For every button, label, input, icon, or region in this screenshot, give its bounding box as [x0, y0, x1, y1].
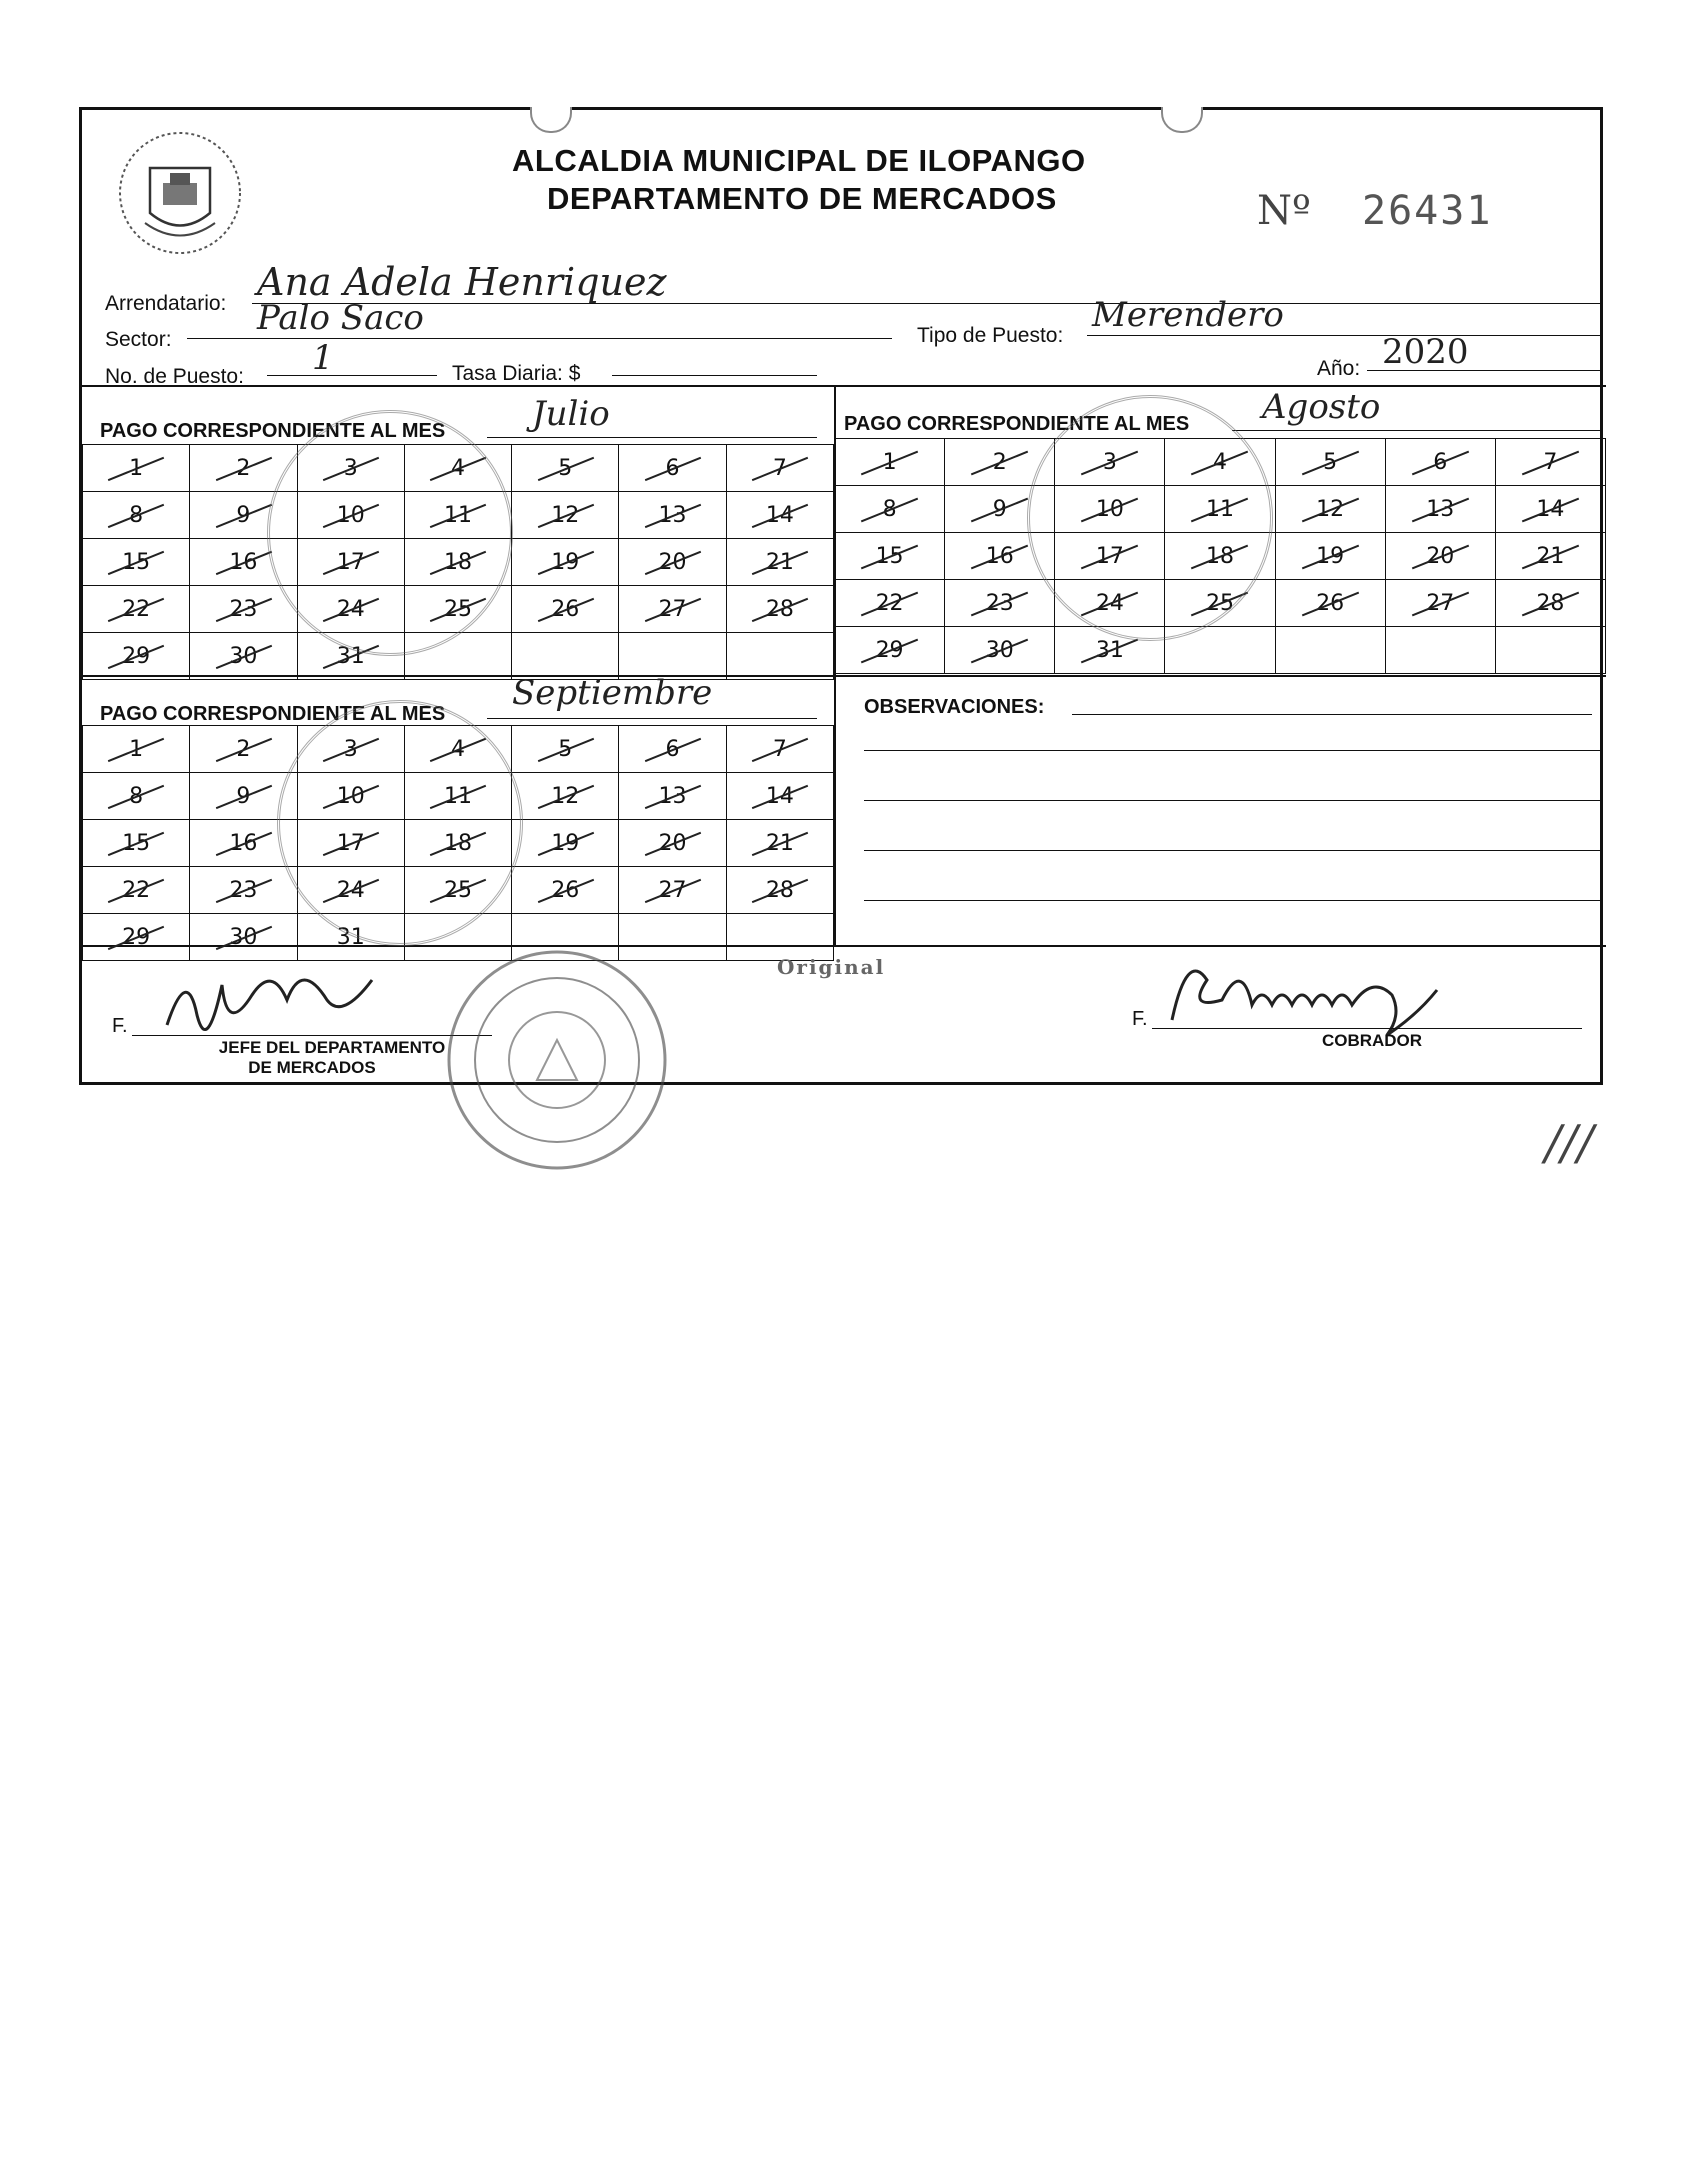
receipt-number: 26431 [1362, 188, 1493, 234]
day-number: 4 [450, 736, 465, 762]
day-number: 28 [765, 596, 794, 622]
day-number: 23 [229, 877, 258, 903]
day-number: 20 [1426, 543, 1455, 569]
day-number: 19 [1316, 543, 1345, 569]
day-number: 1 [129, 736, 144, 762]
day-cell-23 [945, 580, 1055, 627]
tipo-value: Merendero [1092, 295, 1284, 335]
day-number: 29 [122, 643, 151, 669]
cobrador-label: COBRADOR [1321, 1031, 1423, 1050]
sector-line [187, 338, 892, 339]
day-cell-6 [619, 445, 726, 492]
day-cell-27 [619, 867, 726, 914]
number-label: Nº [1257, 188, 1311, 234]
month2-header: PAGO CORRESPONDIENTE AL MES [844, 413, 1190, 435]
day-number: 13 [658, 502, 687, 528]
day-number: 20 [658, 830, 687, 856]
day-number: 5 [558, 455, 573, 481]
day-number: 1 [129, 455, 144, 481]
day-number: 8 [129, 783, 144, 809]
day-cell-26 [1275, 580, 1385, 627]
puesto-label: No. de Puesto: [105, 365, 244, 388]
day-number: 25 [443, 596, 472, 622]
day-number: 21 [765, 549, 794, 575]
day-number: 17 [336, 830, 365, 856]
jefe-title-line2: DE MERCADOS [248, 1058, 376, 1077]
day-cell-8 [83, 492, 190, 539]
day-number: 13 [658, 783, 687, 809]
anio-value: 2020 [1382, 332, 1469, 372]
day-number: 24 [1095, 590, 1124, 616]
day-cell-13 [619, 773, 726, 820]
day-cell-21 [726, 539, 833, 586]
empty-day-cell [1495, 627, 1605, 674]
day-number: 13 [1426, 496, 1455, 522]
day-number: 15 [122, 830, 151, 856]
day-cell-12 [1275, 486, 1385, 533]
day-cell-5 [512, 726, 619, 773]
day-cell-30 [190, 914, 297, 961]
day-number: 14 [765, 783, 794, 809]
original-label: Original [777, 955, 886, 979]
cobrador-f-label: F. [1132, 1008, 1148, 1030]
observaciones-label: OBSERVACIONES: [864, 696, 1045, 718]
receipt-card [79, 107, 1603, 1085]
day-number: 23 [985, 590, 1014, 616]
day-number: 18 [443, 830, 472, 856]
day-cell-15 [83, 539, 190, 586]
day-number: 18 [1205, 543, 1234, 569]
day-cell-1 [83, 445, 190, 492]
day-cell-12 [512, 773, 619, 820]
day-cell-6 [1385, 439, 1495, 486]
day-cell-29 [83, 633, 190, 680]
day-number: 2 [236, 455, 251, 481]
day-cell-5 [512, 445, 619, 492]
day-cell-20 [619, 539, 726, 586]
day-number: 31 [336, 924, 365, 950]
municipal-logo [115, 128, 245, 258]
day-number: 27 [658, 596, 687, 622]
day-number: 3 [343, 736, 358, 762]
tipo-line [1087, 335, 1602, 336]
day-number: 6 [665, 736, 680, 762]
day-number: 20 [658, 549, 687, 575]
day-number: 8 [882, 496, 897, 522]
cancel-stamp [267, 410, 513, 656]
month3-header: PAGO CORRESPONDIENTE AL MES [100, 703, 446, 725]
month1-header: PAGO CORRESPONDIENTE AL MES [100, 420, 446, 442]
day-cell-20 [1385, 533, 1495, 580]
day-number: 19 [551, 549, 580, 575]
day-number: 22 [122, 596, 151, 622]
cancel-stamp [277, 700, 523, 946]
day-cell-22 [83, 586, 190, 633]
day-cell-26 [512, 867, 619, 914]
empty-day-cell [1385, 627, 1495, 674]
day-number: 8 [129, 502, 144, 528]
punch-hole [1161, 107, 1203, 133]
month1-name: Julio [532, 394, 610, 434]
jefe-title-line1: JEFE DEL DEPARTAMENTO [218, 1038, 446, 1057]
day-cell-13 [619, 492, 726, 539]
day-cell-7 [726, 726, 833, 773]
day-row [83, 633, 834, 680]
municipal-round-stamp [437, 945, 677, 1175]
day-number: 17 [336, 549, 365, 575]
day-number: 7 [1543, 449, 1558, 475]
day-number: 31 [1095, 637, 1124, 663]
puesto-line [267, 375, 437, 376]
observaciones-line [864, 900, 1602, 901]
day-cell-28 [726, 586, 833, 633]
day-cell-26 [512, 586, 619, 633]
cancel-stamp [1027, 395, 1273, 641]
day-number: 12 [1316, 496, 1345, 522]
day-cell-23 [190, 586, 297, 633]
day-cell-14 [726, 773, 833, 820]
day-cell-29 [835, 627, 945, 674]
day-number: 3 [1102, 449, 1117, 475]
day-cell-7 [726, 445, 833, 492]
day-number: 16 [985, 543, 1014, 569]
day-number: 6 [1433, 449, 1448, 475]
day-number: 12 [551, 783, 580, 809]
day-number: 31 [336, 643, 365, 669]
day-cell-28 [726, 867, 833, 914]
empty-day-cell [726, 633, 833, 680]
day-number: 30 [985, 637, 1014, 663]
title-line2: DEPARTAMENTO DE MERCADOS [547, 181, 1057, 216]
day-number: 16 [229, 549, 258, 575]
anio-label: Año: [1317, 357, 1361, 380]
day-number: 28 [765, 877, 794, 903]
day-cell-2 [190, 726, 297, 773]
arrendatario-value: Ana Adela Henriquez [257, 260, 667, 304]
day-number: 24 [336, 596, 365, 622]
day-row [835, 627, 1606, 674]
arrendatario-line [252, 303, 1602, 304]
day-cell-27 [1385, 580, 1495, 627]
title-line1: ALCALDIA MUNICIPAL DE ILOPANGO [512, 143, 1086, 178]
month3-line [487, 718, 817, 719]
day-number: 24 [336, 877, 365, 903]
day-number: 15 [875, 543, 904, 569]
day-cell-6 [619, 726, 726, 773]
day-number: 27 [1426, 590, 1455, 616]
day-number: 14 [765, 502, 794, 528]
day-cell-29 [83, 914, 190, 961]
day-number: 9 [992, 496, 1007, 522]
day-cell-28 [1495, 580, 1605, 627]
month1-line [487, 437, 817, 438]
day-number: 11 [443, 502, 472, 528]
day-cell-19 [512, 539, 619, 586]
day-cell-20 [619, 820, 726, 867]
arrendatario-label: Arrendatario: [105, 292, 227, 315]
day-number: 1 [882, 449, 897, 475]
tipo-label: Tipo de Puesto: [917, 324, 1064, 347]
day-number: 5 [1323, 449, 1338, 475]
day-cell-12 [512, 492, 619, 539]
day-number: 2 [236, 736, 251, 762]
observaciones-line [864, 800, 1602, 801]
day-number: 26 [551, 596, 580, 622]
month2-line [1232, 430, 1602, 431]
day-cell-7 [1495, 439, 1605, 486]
day-cell-5 [1275, 439, 1385, 486]
day-number: 3 [343, 455, 358, 481]
sector-label: Sector: [105, 328, 172, 351]
day-cell-30 [945, 627, 1055, 674]
day-cell-1 [83, 726, 190, 773]
day-cell-13 [1385, 486, 1495, 533]
day-number: 5 [558, 736, 573, 762]
day-cell-22 [835, 580, 945, 627]
day-number: 22 [875, 590, 904, 616]
day-number: 26 [1316, 590, 1345, 616]
sector-value: Palo Saco [257, 298, 424, 338]
day-cell-22 [83, 867, 190, 914]
day-cell-19 [512, 820, 619, 867]
day-number: 6 [665, 455, 680, 481]
month3-name: Septiembre [512, 673, 713, 713]
puesto-value: 1 [312, 338, 334, 378]
anio-line [1367, 370, 1602, 371]
day-number: 7 [772, 455, 787, 481]
day-number: 17 [1095, 543, 1124, 569]
observaciones-line [864, 750, 1602, 751]
day-number: 10 [1095, 496, 1124, 522]
day-number: 4 [450, 455, 465, 481]
day-number: 9 [236, 783, 251, 809]
observaciones-line [864, 850, 1602, 851]
tasa-line [612, 375, 817, 376]
empty-day-cell [726, 914, 833, 961]
day-number: 29 [122, 924, 151, 950]
day-number: 22 [122, 877, 151, 903]
day-number: 26 [551, 877, 580, 903]
day-number: 27 [658, 877, 687, 903]
day-number: 4 [1212, 449, 1227, 475]
day-number: 21 [765, 830, 794, 856]
day-number: 11 [443, 783, 472, 809]
day-cell-14 [726, 492, 833, 539]
margin-pencil-note: /// [1545, 1115, 1594, 1171]
observaciones-line [1072, 714, 1592, 715]
day-number: 12 [551, 502, 580, 528]
day-cell-19 [1275, 533, 1385, 580]
day-cell-30 [190, 633, 297, 680]
day-number: 11 [1205, 496, 1234, 522]
day-cell-27 [619, 586, 726, 633]
day-cell-8 [835, 486, 945, 533]
day-number: 23 [229, 596, 258, 622]
day-number: 2 [992, 449, 1007, 475]
day-cell-8 [83, 773, 190, 820]
cobrador-signature-line [1152, 1028, 1582, 1029]
punch-hole [530, 107, 572, 133]
day-number: 9 [236, 502, 251, 528]
day-number: 7 [772, 736, 787, 762]
day-cell-21 [1495, 533, 1605, 580]
tasa-label: Tasa Diaria: $ [452, 362, 581, 385]
day-number: 19 [551, 830, 580, 856]
day-cell-23 [190, 867, 297, 914]
day-number: 21 [1536, 543, 1565, 569]
day-number: 10 [336, 783, 365, 809]
day-number: 29 [875, 637, 904, 663]
day-cell-15 [835, 533, 945, 580]
month2-name: Agosto [1262, 387, 1381, 427]
day-number: 30 [229, 924, 258, 950]
jefe-f-label: F. [112, 1015, 128, 1037]
day-number: 16 [229, 830, 258, 856]
day-number: 10 [336, 502, 365, 528]
day-number: 15 [122, 549, 151, 575]
empty-day-cell [1275, 627, 1385, 674]
day-cell-1 [835, 439, 945, 486]
day-number: 30 [229, 643, 258, 669]
day-number: 14 [1536, 496, 1565, 522]
day-cell-14 [1495, 486, 1605, 533]
day-number: 25 [443, 877, 472, 903]
day-number: 18 [443, 549, 472, 575]
day-number: 28 [1536, 590, 1565, 616]
day-cell-21 [726, 820, 833, 867]
day-cell-15 [83, 820, 190, 867]
day-number: 25 [1205, 590, 1234, 616]
